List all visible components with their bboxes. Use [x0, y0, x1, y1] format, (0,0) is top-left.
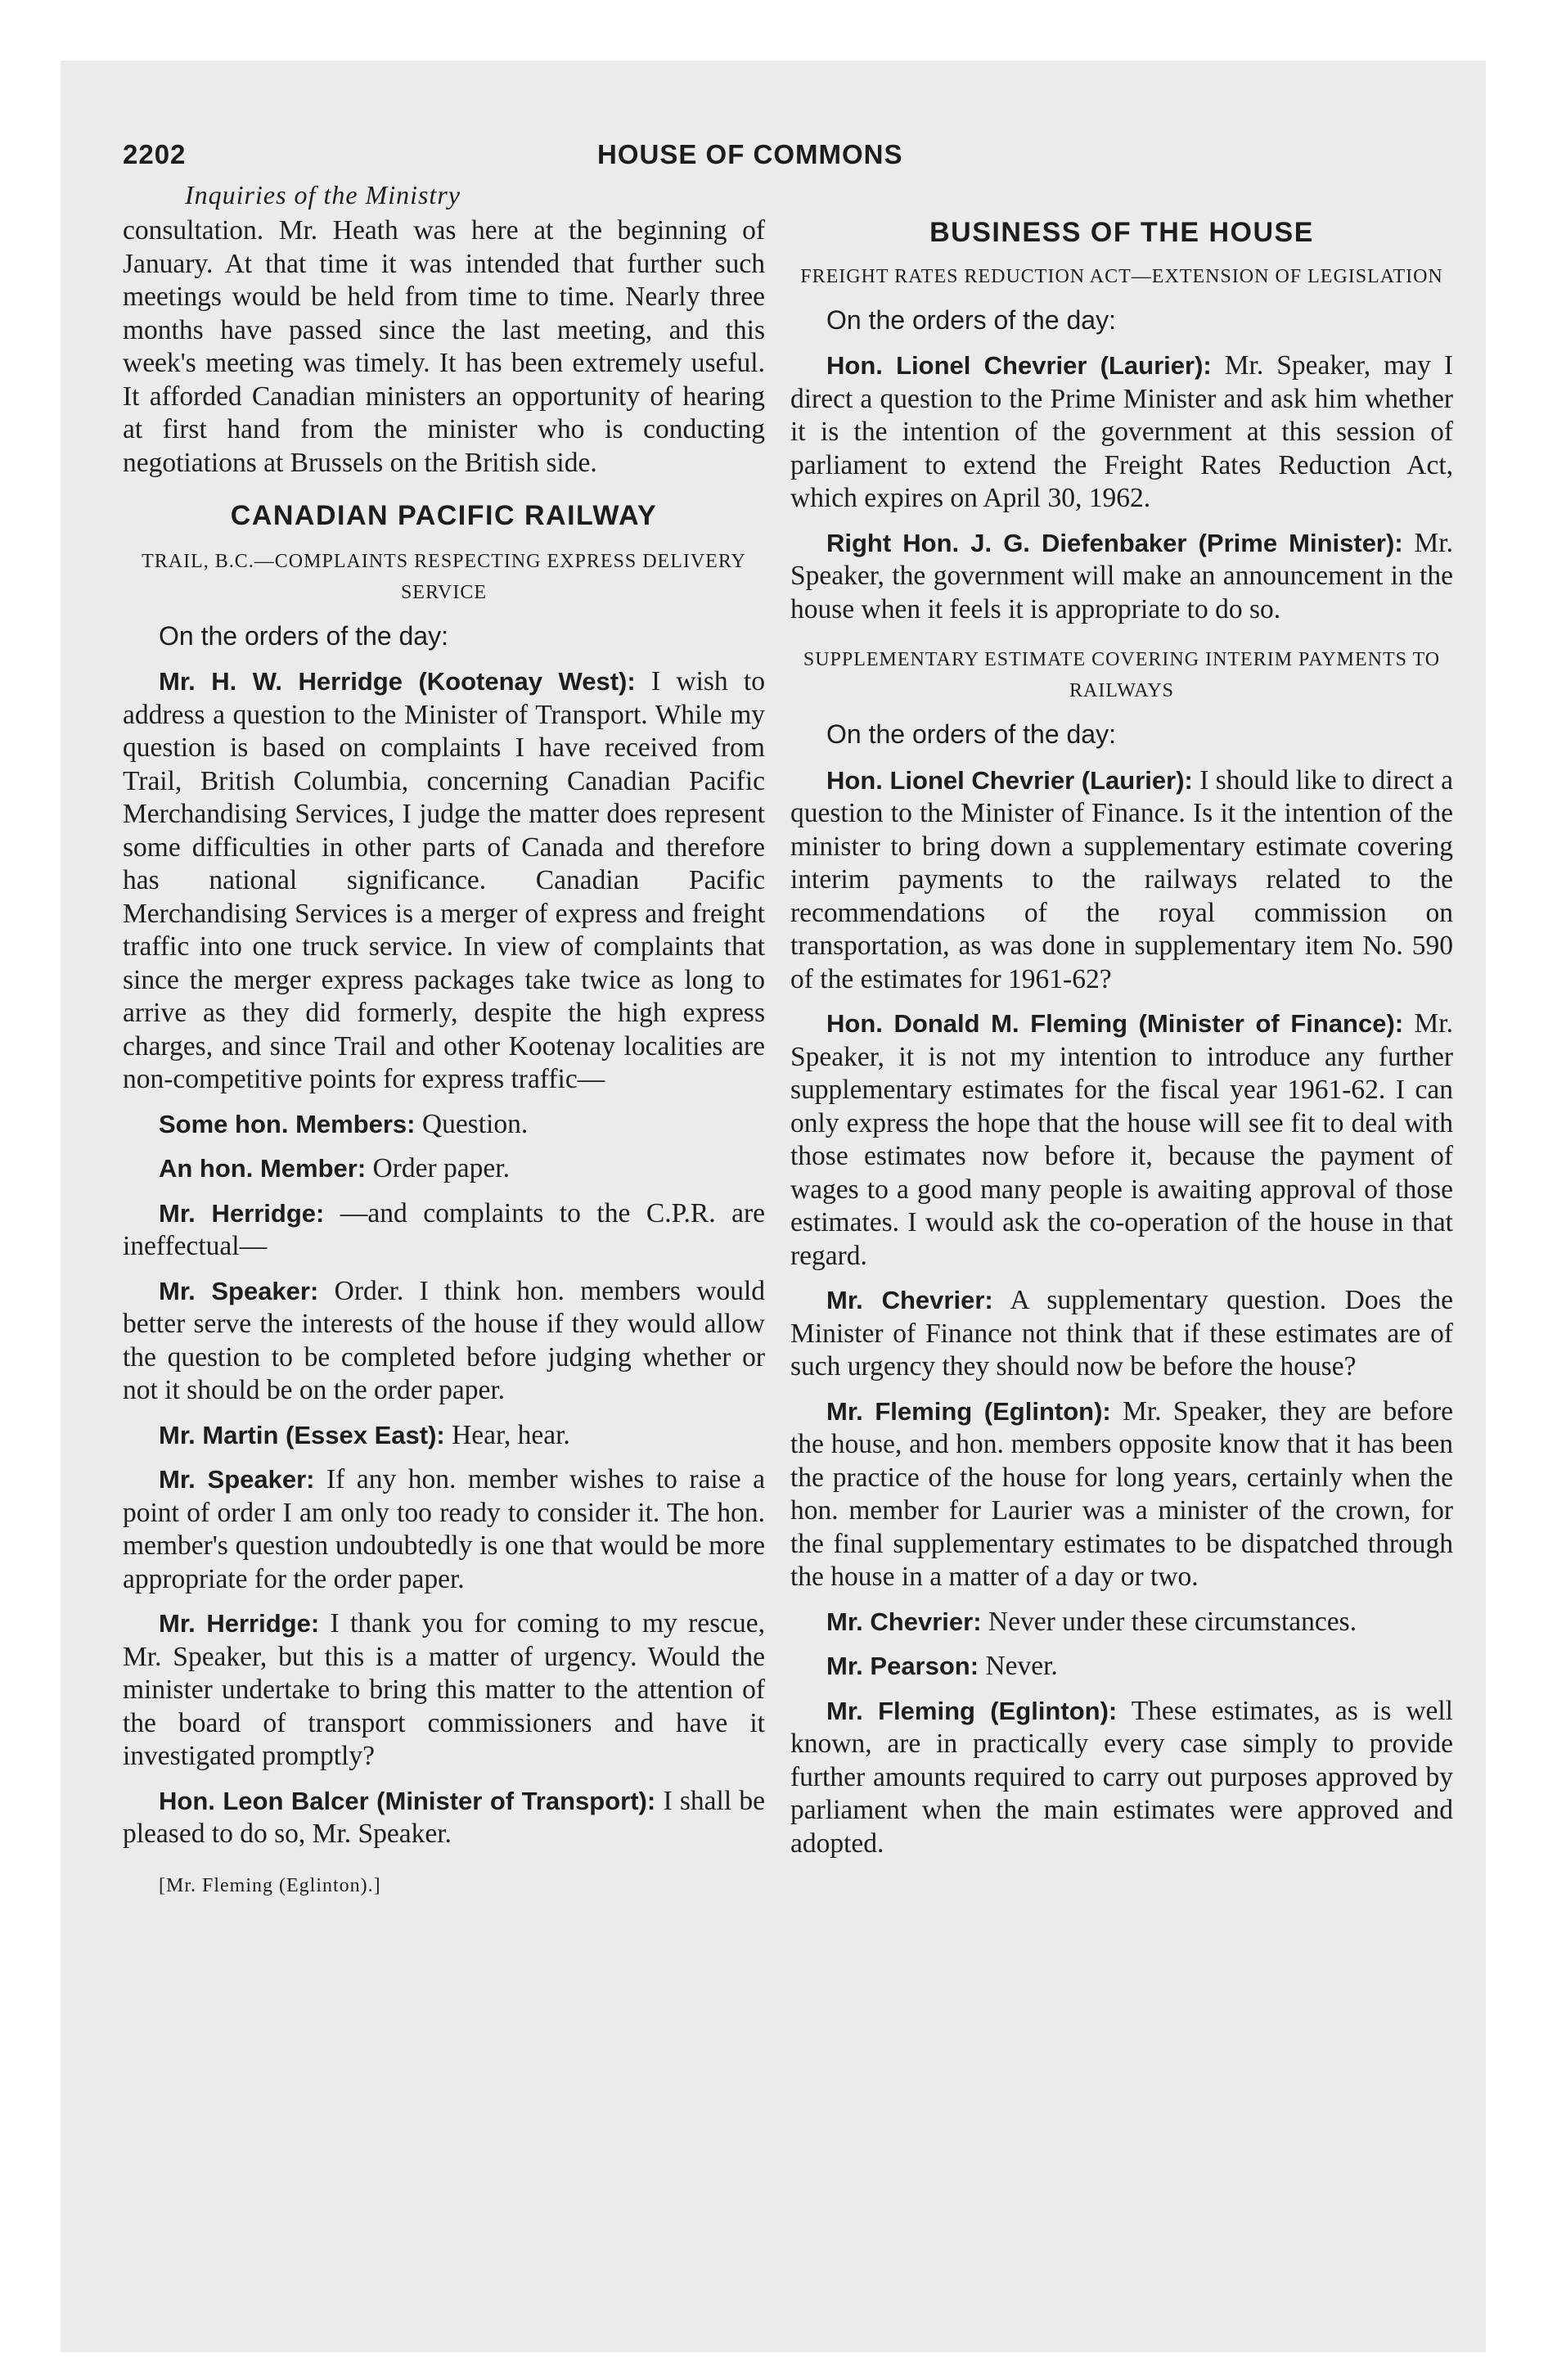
speech-text: Never. [985, 1651, 1058, 1681]
right-column [790, 211, 1453, 1860]
subsection-heading: SUPPLEMENTARY ESTIMATE COVERING INTERIM PAYMENTS TO RAILWAYS [803, 649, 1441, 701]
page-title: HOUSE OF COMMONS [597, 139, 903, 169]
speech [790, 1606, 1453, 1639]
orders-of-the-day: On the orders of the day: [826, 719, 1116, 749]
speaker-name: Mr. Speaker: [159, 1276, 319, 1305]
speech-text: A supplementary question. Does the Minister of Finance not think that if these estimates are of such urgency they should now be before the house? [790, 1285, 1453, 1382]
speaker-name: Mr. Martin (Essex East): [159, 1420, 445, 1449]
speech [123, 1108, 765, 1142]
speech [123, 1785, 765, 1851]
footer-note: [Mr. Fleming (Eglinton).] [159, 1874, 381, 1896]
speech [790, 764, 1453, 997]
subsection-heading: TRAIL, B.C.—COMPLAINTS RESPECTING EXPRESS DELIVERY SERVICE [142, 550, 746, 603]
left-column [123, 214, 765, 1902]
orders-of-the-day: On the orders of the day: [159, 620, 448, 651]
speaker-name: Hon. Donald M. Fleming (Minister of Finance): [826, 1009, 1404, 1038]
speech [790, 1695, 1453, 1861]
page-header [123, 139, 1456, 180]
speaker-name: Hon. Lionel Chevrier (Laurier): [826, 351, 1212, 380]
speech [123, 1275, 765, 1408]
speech [790, 1395, 1453, 1594]
speaker-name: Mr. Fleming (Eglinton): [826, 1396, 1111, 1426]
speech [123, 665, 765, 1097]
page-number: 2202 [123, 139, 187, 169]
speech [123, 1419, 765, 1453]
speech [123, 1197, 765, 1264]
speech-text: I should like to direct a question to the Minister of Finance. Is it the intention of the minister to bring down a supplementary estimate covering interim payments to the railways related to the recommendations of the royal commission on transportation, as was done in supplementary item No. 590 of the estimates for 1961-62? [790, 764, 1454, 994]
speech-text: I thank you for coming to my rescue, Mr. Speaker, but this is a matter of urgency. Would the minister undertake to bring this matter to the attention of the board of transport commissioners and have it investigated promptly? [123, 1608, 766, 1771]
speech [790, 349, 1453, 516]
speech [790, 1284, 1453, 1384]
orders-of-the-day: On the orders of the day: [826, 304, 1116, 335]
speaker-name: Right Hon. J. G. Diefenbaker (Prime Minister): [826, 528, 1403, 557]
speaker-name: Mr. Fleming (Eglinton): [826, 1696, 1118, 1725]
speech [123, 1607, 765, 1774]
speech-text: These estimates, as is well known, are in practically every case simply to provide further amounts required to carry out purposes approved by parliament when the main estimates were approved and adopted. [790, 1695, 1453, 1859]
speech-text: Order. I think hon. members would better serve the interests of the house if they would allow the question to be completed before judging whether or not it should be on the order paper. [123, 1275, 766, 1405]
speech [123, 1463, 765, 1596]
speech [123, 1152, 765, 1186]
speaker-name: Mr. H. W. Herridge (Kootenay West): [159, 667, 636, 696]
speech-text: Never under these circumstances. [988, 1606, 1357, 1637]
speech-text: Order paper. [372, 1153, 510, 1183]
speech-text: I wish to address a question to the Minister of Transport. While my question is based on complaints I have received from Trail, British Columbia, concerning Canadian Pacific Merchandising Services, I judge the matter does represent some difficulties in other parts of Canada and therefore has national significance. Canadian Pacific Merchandising Services is a merger of express and freight traffic into one truck service. In view of complaints that since the merger express packages take twice as long to arrive as they did formerly, despite the high express charges, and since Trail and other Kootenay localities are non-competitive points for express traffic— [123, 666, 766, 1094]
speaker-name: Hon. Lionel Chevrier (Laurier): [826, 765, 1193, 795]
speech-text: Mr. Speaker, the government will make an announcement in the house when it feels it is appropriate to do so. [790, 527, 1453, 624]
speech-text: Mr. Speaker, they are before the house, and hon. members opposite know that it has been the practice of the house for long years, certainly when the hon. member for Laurier was a minister of the crown, for the final supplementary estimates to be dispatched through the house in a matter of a day or two. [790, 1395, 1454, 1592]
speech-text: I shall be pleased to do so, Mr. Speaker. [123, 1785, 765, 1849]
speaker-name: Mr. Pearson: [826, 1652, 979, 1680]
speech [790, 1650, 1453, 1684]
section-heading: CANADIAN PACIFIC RAILWAY [230, 500, 658, 531]
speaker-name: Mr. Speaker: [159, 1465, 315, 1494]
speaker-name: Mr. Chevrier: [826, 1607, 982, 1636]
speech [790, 1007, 1453, 1273]
speaker-name: Hon. Leon Balcer (Minister of Transport): [159, 1786, 656, 1815]
speaker-name: Mr. Chevrier: [826, 1286, 993, 1314]
speech-text: —and complaints to the C.P.R. are ineffectual— [123, 1197, 765, 1261]
speaker-name: An hon. Member: [159, 1154, 367, 1183]
speech [790, 527, 1453, 627]
speech-text: Hear, hear. [452, 1419, 570, 1450]
subsection-heading: FREIGHT RATES REDUCTION ACT—EXTENSION OF LEGISLATION [800, 265, 1443, 287]
paragraph: consultation. Mr. Heath was here at the beginning of January. At that time it was intended that further such meetings would be held from time to time. Nearly three months have passed since the last meeting, and this week's meeting was timely. It has been extremely useful. It afforded Canadian ministers an opportunity of hearing at first hand from the minister who is conducting negotiations at Brussels on the British side. [123, 215, 765, 478]
speech-text: Mr. Speaker, it is not my intention to introduce any further supplementary estimates for the fiscal year 1961-62. I can only express the hope that the house will see fit to deal with those estimates now before it, because the payment of wages to a good many people is awaiting approval of those estimates. I would ask the co-operation of the house in that regard. [790, 1008, 1453, 1271]
running-head: Inquiries of the Ministry [185, 180, 461, 210]
speaker-name: Some hon. Members: [159, 1109, 416, 1138]
section-heading: BUSINESS OF THE HOUSE [929, 217, 1314, 248]
speech-text: Mr. Speaker, may I direct a question to the Prime Minister and ask him whether it is the intention of the government at this session of parliament to extend the Freight Rates Reduction Act, which expires on April 30, 1962. [790, 350, 1453, 513]
speaker-name: Mr. Herridge: [159, 1198, 325, 1228]
speaker-name: Mr. Herridge: [159, 1609, 320, 1638]
speech-text: If any hon. member wishes to raise a point of order I am only too ready to consider it. The hon. member's question undoubtedly is one that would be more appropriate for the order paper. [123, 1464, 765, 1594]
speech-text: Question. [421, 1108, 529, 1139]
